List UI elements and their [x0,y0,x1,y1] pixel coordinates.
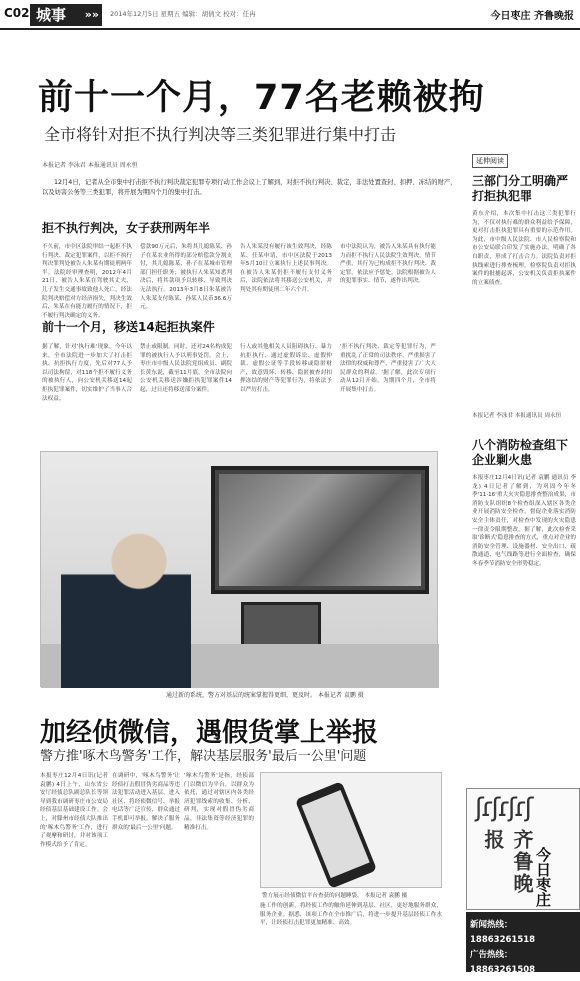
second-column-1: 本报枣庄12月4日讯(记者 袁鹏) 4日上午，山东省公安厅经侦总队副总队长等领导到我市调研枣庄市公安局经侦基层基础建设工作。会上，对滕州市经侦大队推出的'啄木鸟警务'工作，进行了观摩和研讨，并对该项工作模式给予了肯定。 [40,773,108,848]
logo-brand: 齐鲁晚报 [481,829,534,895]
second-subhead: 警方推'啄木鸟警务'工作，解决基层服务'最后一公里'问题 [40,749,367,764]
article-column-8: '拒不执行判决、裁定等犯罪行为，严重扰乱了正常的司法秩序，严重损害了法律的权威和尊严，严重侵害了广大人民群众的利益。'据了解，此次专项行动从12月开始，为期四个月，全市将开展集中打击。 [340,344,436,393]
phone-screen [302,790,370,878]
article-column-7: 行人或其他相关人员阻碍执行、暴力抗拒执行、通过虚假诉讼、虚假仲裁、虚假公证等手段转移或隐匿财产，故意毁坏、转移、隐匿被查封扣押冻结的财产等犯罪行为，将依法予以严厉打击。 [240,344,332,393]
article-column-2: 偿款90万元后，朱将其儿媳陈某、孙子在某农业所得的部分赔偿款分割支付，其儿媳陈某、孙子在某城市管理部门担任职务；被执行人朱某知悉判决后，将其款项予以转移，导致判决无法执行。2013年3月8日朱某被告人朱某支付陈某、孙某人民币36.6万元。 [140,244,232,311]
page-code: C02 [4,6,30,20]
main-lead: 12月4日，记者从全市集中打击拒不执行判决裁定犯罪专项行动工作会议上了解到，对拒不执行判决、裁定，非法处置查封、扣押、冻结的财产，以及妨害公务等三类犯罪，将开展为期四个月的集中打击。 [42,179,457,196]
sidebar-story1-title: 三部门分工明确严打拒执犯罪 [472,174,569,203]
sidebar-story2-text: 本报枣庄12月4日讯(记者 袁鹏 通讯员 李龙) 4日记者了解到，为巩固今年冬季'11·16'重大火灾隐患排查整治成果，市消防支队组织8个检查组深入辖区各类企业开展消防安全检查，督促企业落实消防安全主体责任，对检查中发现的火灾隐患一律责令限期整改。据了解，此次检查采取'诊断式'隐患排查的方式，重点对企业的消防安全管理、设施器材、安全出口、疏散通道、电气线路等进行全面检查，确保冬春季节消防安全形势稳定。 [472,475,576,567]
article-column-5: 据了解，针对'执行难'现象，今年以来，全市法院进一步加大了打击拒执、抗拒执行力度，先后对77人予以司法拘留，对118个拒不履行义务的被执行人，向公安机关移送14起拒执犯罪案件，切实维护了当事人合法权益。 [42,344,132,402]
article-column-4: 市中法院认为，被告人朱某具有执行能力而拒不执行人民法院生效判决，情节严重，其行为已构成拒不执行判决、裁定罪，依法应予惩处。法院根据被告人的犯罪事实、情节，遂作出判决。 [340,244,436,285]
sidebar-tag: 延伸阅读 [472,154,508,168]
second-headline: 加经侦微信，遇假货掌上举报 [40,718,379,748]
section-title-1: 拒不执行判决，女子获刑两年半 [42,221,211,235]
section-name: 城事 [36,6,67,24]
second-column-3: '啄木鸟警务'是指，经侦部门以微信为平台，以群众为依托，通过对辖区内各类经济犯罪线索的收集、分析、研判，实现对假冒伪劣商品、非法集资等经济犯罪的精准打击。 [184,773,254,831]
sidebar-story2-title: 八个消防检查组下企业剿火患 [472,438,569,467]
news-hotline: 新闻热线：18863261518 [470,920,536,945]
main-headline: 前十一个月，77名老赖被拘 [38,78,485,118]
monitor-screen [211,466,429,594]
phone-image [295,781,377,889]
map-display [219,474,421,586]
brand-logo-small: 今日枣庄 齐鲁晚报 [490,11,574,22]
photo-caption: 通过新的系统，警方对基层的统案掌握得更细、更及时。 本报记者 袁鹏 摄 [166,692,364,699]
section-arrows: »» [84,8,99,21]
page-header [0,0,580,30]
ad-hotline: 广告热线：18863261508 [470,950,536,975]
police-officer [61,512,191,688]
second-column-4: 施工作的创新，将经侦工作的触角延伸到基层、社区，更好地服务群众、服务企业。据悉，该项工作在全市推广后，将进一步提升基层经侦工作水平，让经侦打击犯罪更加精准、高效。 [260,903,442,927]
issue-meta: 2014年12月5日 星期五 编辑：胡倩文 校对：任冉 [110,10,256,18]
sleeping-bag-photo [260,772,442,888]
logo-name: 今日枣庄 [534,847,552,907]
officer-photo [40,451,438,687]
section-title-2: 前十一个月，移送14起拒执案件 [42,320,215,334]
sidebar-story1-byline: 本报记者 李泳君 本报通讯员 周永恒 [472,413,562,419]
main-subhead: 全市将针对拒不执行判决等三类犯罪进行集中打击 [44,125,397,144]
article-column-6: 禁止或限制。同时，还对24名构成犯罪的被执行人予以刑事处罚。会上，枣庄市中级人民法院党组成员、副院长黄东说，截至11月底，全市法院向公安机关移送涉嫌拒执犯罪案件14起，过日还将移送部分案件。 [140,344,232,393]
decorative-swirl-icon: ʃɾʃɾʃɾʃ [475,793,531,823]
section-label [30,4,102,26]
newspaper-logo [466,788,580,910]
photo2-caption: 警方展示经侦微信平台查获的问题睡袋。 本报记者 袁鹏 摄 [262,893,408,899]
hotline-box [466,912,580,975]
article-column-1: 不久前，市中区法院审结一起拒不执行判决、裁定犯罪案件，以拒不执行判决罪判处被告人朱某有期徒刑两年半。法院经审理查明，2012年4月21日，被告人朱某在驾驶其丈夫、儿子发生交通事故致他人死亡，经法院判决赔偿对方经济损失，判决生效后，朱某在有能力履行的情况下，拒不履行判决确定的义务。 [42,244,132,319]
article-column-3: 告人朱某没有履行该生效判决，经陈某、任某申请，市中区法院于2013年5月10日立案执行上述民事判决。在被告人朱某仍拒不履行支付义务后，法院依法将其移送公安机关，并判处其有期徒刑二年六个月。 [240,244,332,293]
second-column-2: 在调研中，'啄木鸟警务'让经侦打击假冒伪劣商品等违法犯罪活动进入基层、进入社区，将经侦微信号、举报电话等广泛宣传，群众通过手机即可举报，解决了服务群众的'最后一公里'问题。 [112,773,180,831]
main-byline: 本报记者 李泳君 本报通讯员 周永恒 [42,162,138,169]
sidebar-story1-text: 黄东介绍，本次集中打击这三类犯罪行为，不仅对执行难的群众利益给予保障，更对打击拒执犯罪具有重要的示范作用。为此，市中级人民法院、市人民检察院和市公安局联合印发了实施办法，明确了各自职责，形成了打击合力。法院负责对拒执线索进行排查梳理，检察院负责对拒执案件的批捕起诉，公安机关负责拒执案件的立案侦查。 [472,211,576,286]
